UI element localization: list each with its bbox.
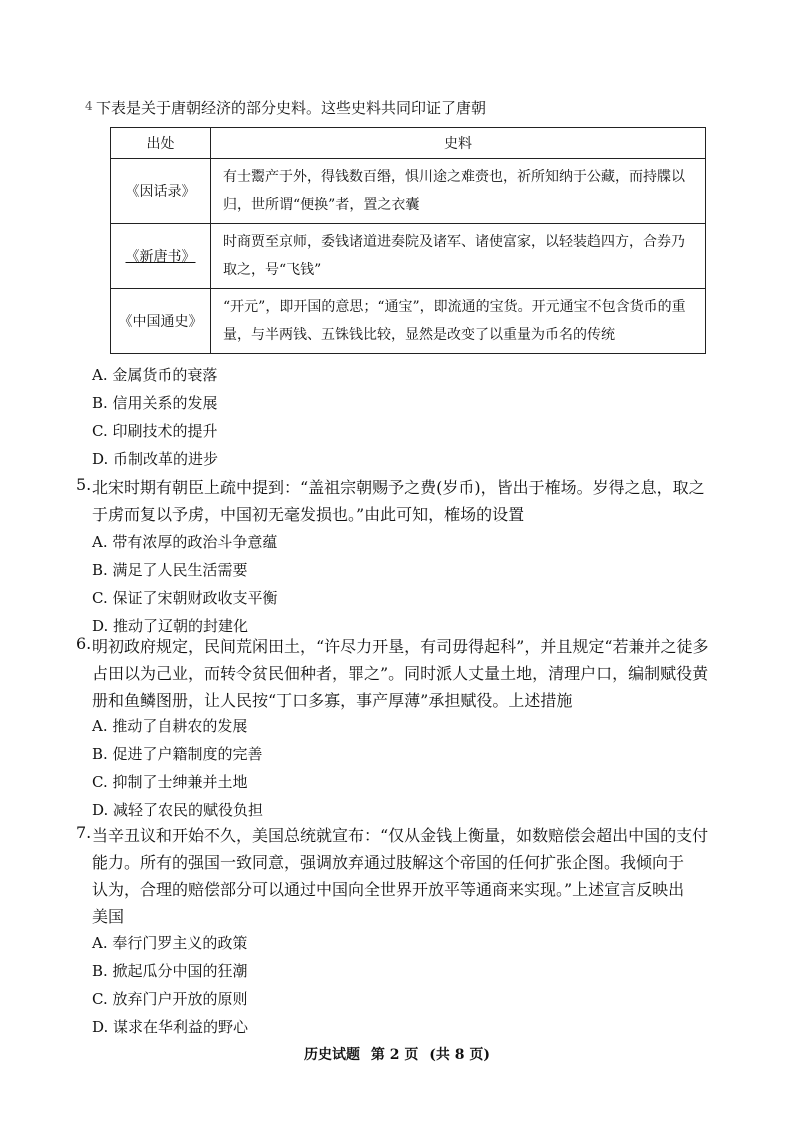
q4-number: 4: [85, 99, 93, 113]
q6-option-d[interactable]: D. 减轻了农民的赋役负担: [92, 801, 264, 819]
q5-stem-line: 北宋时期有朝臣上疏中提到：“盖祖宗朝赐予之费(岁币)，皆出于榷场。岁得之息，取之: [92, 478, 705, 497]
q4-option-d[interactable]: D. 币制改革的进步: [92, 450, 219, 468]
q5-option-a[interactable]: A. 带有浓厚的政治斗争意蕴: [92, 533, 278, 551]
table-header-source: 出处: [111, 128, 211, 159]
q7-option-a[interactable]: A. 奉行门罗主义的政策: [92, 934, 248, 952]
q4-stem: [85, 97, 487, 118]
q6-stem-line: 册和鱼鳞图册，让人民按“丁口多寡，事产厚薄”承担赋役。上述措施: [92, 691, 573, 710]
q4-option-c[interactable]: C. 印刷技术的提升: [92, 422, 218, 440]
q5-option-d[interactable]: D. 推动了辽朝的封建化: [92, 617, 249, 635]
table-cell-source: 《中国通史》: [111, 289, 211, 354]
table-cell-source: 《新唐书》: [111, 224, 211, 289]
q6-option-a[interactable]: A. 推动了自耕农的发展: [92, 717, 248, 735]
q7-stem-line: 能力。所有的强国一致同意，强调放弃通过肢解这个帝国的任何扩张企图。我倾向于: [92, 853, 685, 872]
footer-total: (共 8 页): [429, 1047, 490, 1063]
q7-number: 7.: [76, 823, 92, 842]
q5-number: 5.: [76, 475, 92, 494]
table-header-text: 史料: [211, 128, 706, 159]
q7-stem-line: 美国: [92, 907, 125, 926]
table-row: [111, 289, 706, 354]
page-footer: [0, 1044, 794, 1064]
q6-option-c[interactable]: C. 抑制了士绅兼并土地: [92, 773, 248, 791]
q7-stem-line: 当辛丑议和开始不久，美国总统就宣布：“仅从金钱上衡量，如数赔偿会超出中国的支付: [92, 826, 709, 845]
q4-option-a[interactable]: A. 金属货币的衰落: [92, 366, 218, 384]
q7-option-b[interactable]: B. 掀起瓜分中国的狂潮: [92, 962, 248, 980]
table-row: [111, 159, 706, 224]
q4-source-table: [110, 127, 706, 354]
q6-stem-line: 明初政府规定，民间荒闲田土，“许尽力开垦，有司毋得起科”，并且规定“若兼并之徒多: [92, 637, 709, 656]
table-header-row: [111, 128, 706, 159]
q4-stem-text: 下表是关于唐朝经济的部分史料。这些史料共同印证了唐朝: [96, 99, 487, 117]
q5-stem-line: 于虏而复以予虏，中国初无毫发损也。”由此可知，榷场的设置: [92, 505, 525, 524]
table-cell-text: “开元”，即开国的意思；“通宝”，即流通的宝货。开元通宝不包含货币的重量，与半两钱、五铢钱比较，显然是改变了以重量为币名的传统: [211, 289, 706, 354]
footer-subject: 历史试题: [304, 1047, 360, 1063]
table-cell-text: 有士鬻产于外，得钱数百缗，惧川途之难赍也，祈所知纳于公藏，而持牒以归，世所谓“便换”者，置之衣囊: [211, 159, 706, 224]
q7-option-d[interactable]: D. 谋求在华利益的野心: [92, 1018, 249, 1036]
q6-number: 6.: [76, 634, 92, 653]
table-cell-source: 《因话录》: [111, 159, 211, 224]
q5-option-b[interactable]: B. 满足了人民生活需要: [92, 561, 248, 579]
q4-option-b[interactable]: B. 信用关系的发展: [92, 394, 218, 412]
q7-stem-line: 认为，合理的赔偿部分可以通过中国向全世界开放平等通商来实现。”上述宣言反映出: [92, 880, 685, 899]
table-cell-text: 时商贾至京师，委钱诸道进奏院及诸军、诸使富家，以轻装趋四方，合券乃取之，号“飞钱”: [211, 224, 706, 289]
q5-option-c[interactable]: C. 保证了宋朝财政收支平衡: [92, 589, 278, 607]
table-row: [111, 224, 706, 289]
q6-option-b[interactable]: B. 促进了户籍制度的完善: [92, 745, 263, 763]
q6-stem-line: 占田以为己业，而转令贫民佃种者，罪之”。同时派人丈量土地，清理户口，编制赋役黄: [92, 664, 709, 683]
footer-page: 第 2 页: [370, 1047, 419, 1063]
q7-option-c[interactable]: C. 放弃门户开放的原则: [92, 990, 248, 1008]
